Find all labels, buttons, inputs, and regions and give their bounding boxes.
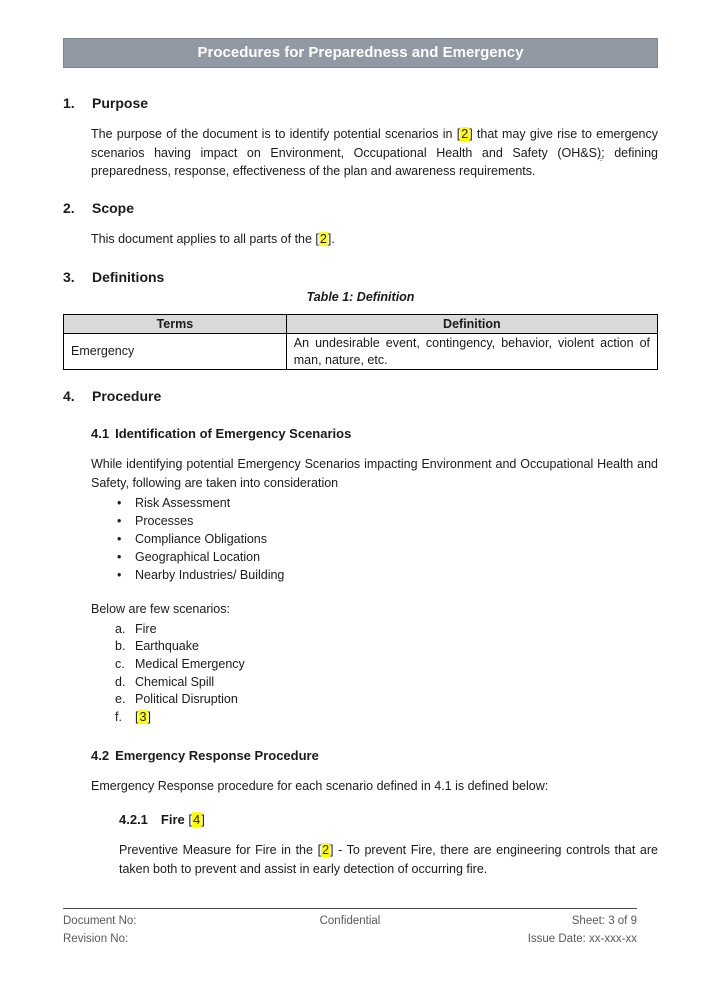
highlighted-ref: 2 [322, 843, 330, 858]
list-item [115, 709, 658, 727]
scenario-text: Medical Emergency [135, 656, 245, 671]
consideration-bullet-list [117, 494, 658, 584]
document-title-bar [63, 38, 658, 68]
section-procedure-heading [63, 388, 658, 405]
subheading-title: Emergency Response Procedure [115, 747, 319, 763]
grammar-underline: ); [596, 145, 605, 160]
section-purpose-heading [63, 95, 658, 112]
list-marker: b. [115, 639, 126, 654]
heading-number: 3. [63, 269, 75, 285]
list-item [117, 548, 658, 566]
heading-title: Procedure [92, 388, 162, 404]
s41-intro-paragraph: While identifying potential Emergency Scenarios impacting Environment and Occupational Health and Safety, following are taken into consideration [91, 457, 658, 490]
paragraph-text: The purpose of the document is to identify potential scenarios in [ [91, 127, 461, 141]
heading-number: 2. [63, 199, 75, 216]
paragraph-text: This document applies to all parts of the [ [91, 231, 319, 246]
highlighted-ref: 4 [193, 812, 201, 828]
bullet-marker-icon: • [117, 532, 122, 546]
scenario-text: Fire [135, 621, 157, 636]
s421-paragraph [119, 841, 658, 878]
footer-spacer [252, 930, 447, 948]
subsection-41-heading [91, 426, 658, 442]
bullet-marker-icon: • [117, 568, 122, 582]
subheading-number: 4.2 [91, 747, 110, 763]
heading-number: 4. [63, 388, 75, 404]
subheading-number: 4.1 [91, 426, 110, 441]
section-scope-heading [63, 200, 658, 217]
heading-number: 1. [63, 95, 75, 111]
table-header-row [64, 315, 658, 334]
list-item [115, 638, 658, 656]
footer-row-1 [63, 912, 637, 930]
bullet-marker-icon: • [117, 550, 122, 564]
document-title: Procedures for Preparedness and Emergency [197, 44, 524, 61]
list-item [115, 691, 658, 709]
list-marker: e. [115, 692, 126, 707]
bracket-text: ] [147, 710, 151, 725]
subheading-title: Fire [160, 812, 185, 828]
definition-cell: An undesirable event, contingency, behavior, violent action of man, nature, etc. [286, 334, 657, 370]
bracket-text: [ [135, 710, 139, 725]
bullet-text: Processes [135, 514, 194, 528]
highlighted-ref: 3 [139, 710, 147, 725]
bullet-text: Geographical Location [135, 550, 261, 564]
section-definitions-heading [63, 269, 658, 286]
heading-title: Purpose [92, 95, 149, 111]
bullet-marker-icon: • [117, 496, 122, 510]
scenario-text [135, 709, 151, 727]
list-marker: d. [115, 674, 126, 689]
scenarios-intro: Below are few scenarios: [91, 602, 230, 616]
footer-revision-no: Revision No: [63, 933, 129, 945]
definitions-table [63, 314, 658, 370]
scenario-text: Political Disruption [135, 692, 238, 707]
paragraph-text: Preventive Measure for Fire in the [ [119, 843, 322, 858]
bullet-text: Compliance Obligations [135, 532, 268, 546]
scenario-text: Earthquake [135, 639, 199, 654]
subsection-421-heading [119, 812, 658, 828]
scope-paragraph [91, 230, 658, 249]
term-cell: Emergency [64, 334, 287, 370]
list-item [117, 494, 658, 512]
footer-issue-date: Issue Date: xx-xxx-xx [527, 933, 637, 945]
paragraph-text: ]. [327, 231, 335, 246]
list-item [117, 566, 658, 584]
table-header-terms: Terms [64, 315, 287, 334]
paragraph-text: defining preparedness, response, effectiveness of the plan and awareness requirements. [91, 145, 658, 178]
highlighted-ref: 2 [461, 127, 469, 141]
bracket-text: ] [201, 812, 205, 828]
footer-document-no: Document No: [63, 915, 137, 927]
s42-intro-paragraph: Emergency Response procedure for each scenario defined in 4.1 is defined below: [91, 778, 549, 793]
list-item [115, 621, 658, 639]
highlighted-ref: 2 [319, 231, 327, 246]
footer-sheet-number: Sheet: 3 of 9 [571, 915, 637, 927]
subheading-number: 4.2.1 [119, 812, 148, 828]
bullet-text: Risk Assessment [135, 496, 231, 510]
heading-title: Definitions [92, 269, 165, 285]
subheading-title: Identification of Emergency Scenarios [115, 426, 352, 441]
scenario-list [115, 621, 658, 727]
bullet-marker-icon: • [117, 514, 122, 528]
table-row [64, 334, 658, 370]
paragraph-text: ] - To prevent Fire, there are engineering controls that are taken both to prevent and assist in early detection of occurring fire. [119, 843, 659, 876]
subsection-42-heading [91, 748, 658, 764]
purpose-paragraph [91, 125, 658, 181]
list-marker: f. [115, 710, 122, 725]
list-item [117, 512, 658, 530]
list-marker: a. [115, 621, 126, 636]
list-item [115, 656, 658, 674]
heading-title: Scope [92, 199, 135, 216]
footer-confidential-label: Confidential [319, 915, 381, 927]
footer-row-2 [63, 930, 637, 948]
list-item [117, 530, 658, 548]
list-marker: c. [115, 656, 125, 671]
bullet-text: Nearby Industries/ Building [135, 568, 285, 582]
bracket-text: [ [188, 812, 193, 828]
paragraph-text: ] that may give rise to emergency scenarios having impact on Environment, Occupational Health and Safety (OH&S [91, 127, 658, 160]
table-header-definition: Definition [286, 315, 657, 334]
list-item [115, 674, 658, 692]
table-caption: Table 1: Definition [306, 290, 415, 304]
page-footer [63, 908, 637, 948]
scenario-text: Chemical Spill [135, 674, 215, 689]
